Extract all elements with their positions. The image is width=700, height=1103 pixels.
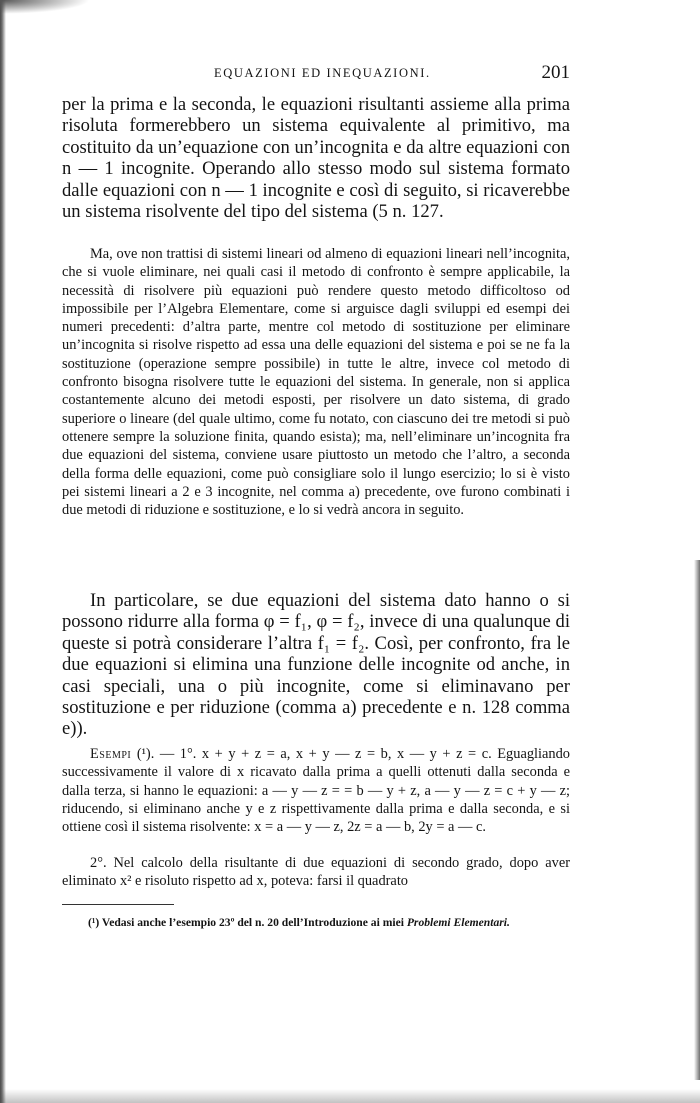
footnote [88,916,570,930]
paragraph-small-print: Ma, ove non trattisi di sistemi lineari od almeno di equazioni lineari nell’incognita, che si vuole eliminare, nei quali casi il metodo di confronto è sempre applicabile, la necessità di risolvere più equazioni può rendere questo metodo difficoltoso od impossibile per l’Algebra Elementare, come si arguisce dagli sviluppi ed esempi dei numeri precedenti: d’altra parte, mentre col metodo di sostituzione per eliminare un’incognita si risolve rispetto ad essa una delle equazioni del sistema e poi se ne fa la sostituzione (operazione sempre possibile) in tutte le altre, invece col metodo di confronto bisogna risolvere tutte le equazioni del sistema. In generale, non si applica costantemente alcuno dei metodi esposti, per risolvere un dato sistema, di grado superiore o lineare (del quale ultimo, come fu notato, con ciascuno dei tre metodi si può ottenere sempre la soluzione finita, quando esista); ma, nell’eliminare un’incognita fra due equazioni del sistema, conviene usare piuttosto un metodo che l’altro, a seconda della forma delle equazioni, come può consigliare solo il lungo esercizio; lo si è visto pei sistemi lineari a 2 e 3 incognite, nel comma a) precedente, ove furono combinati i due metodi di riduzione e sostituzione, e lo si vedrà ancora in seguito. [62,246,570,519]
running-title: EQUAZIONI ED INEQUAZIONI. [214,66,431,80]
examples-text-1: (¹). — 1°. x + y + z = a, x + y — z = b, x — y + z = c. Eguagliando successivamente il valore di x ricavato dalla prima a quelli ottenuti dalla seconda e dalla terza, si hanno le equazioni: a — y — z = = b — y + z, a — y — z = c + y — z; riducendo, si eliminano anche y e z rispettivamente dalla prima e dalla seconda, e si ottiene così il sistema risolvente: x = a — y — z, 2z = a — b, 2y = a — c. [62,746,570,836]
page-edge-shadow [694,560,700,1080]
running-header [62,62,570,84]
footnote-book-title: Problemi Elementari. [406,916,510,929]
scan-smudge [0,0,90,14]
examples-paragraph-1 [62,745,570,836]
scan-bottom-edge [0,1089,700,1103]
examples-label: Esempi [90,746,132,762]
page-number: 201 [541,62,570,83]
paragraph-continuation: per la prima e la seconda, le equazioni risultanti assieme alla prima risoluta formerebbero un sistema equivalente al primitivo, ma costituito da un’equazione con un’incognita e da altre equazioni con n — 1 incognite. Operando allo stesso modo sul sistema formato dalle equazioni con n — 1 incognite e così di seguito, si ricaverebbe un sistema risolvente del tipo del sistema (5 n. 127. [62,94,570,223]
footnote-rule [62,904,174,905]
footnote-text: (¹) Vedasi anche l’esempio 23º del n. 20 dell’Introduzione ai miei [88,916,407,929]
paragraph-in-particolare: In particolare, se due equazioni del sistema dato hanno o si possono ridurre alla forma φ = f₁, φ = f₂, invece di una qualunque di queste si potrà considerare l’altra f₁ = f₂. Così, per confronto, fra le due equazioni si elimina una funzione delle incognite od anche, in casi speciali, una o più incognite, come si eliminavano per sostituzione e per riduzione (comma a) precedente e n. 128 comma e)). [62,590,570,740]
page-binding-shadow [0,0,10,1103]
examples-paragraph-2: 2°. Nel calcolo della risultante di due equazioni di secondo grado, dopo aver eliminato x² e risoluto rispetto ad x, poteva: farsi il quadrato [62,855,570,890]
